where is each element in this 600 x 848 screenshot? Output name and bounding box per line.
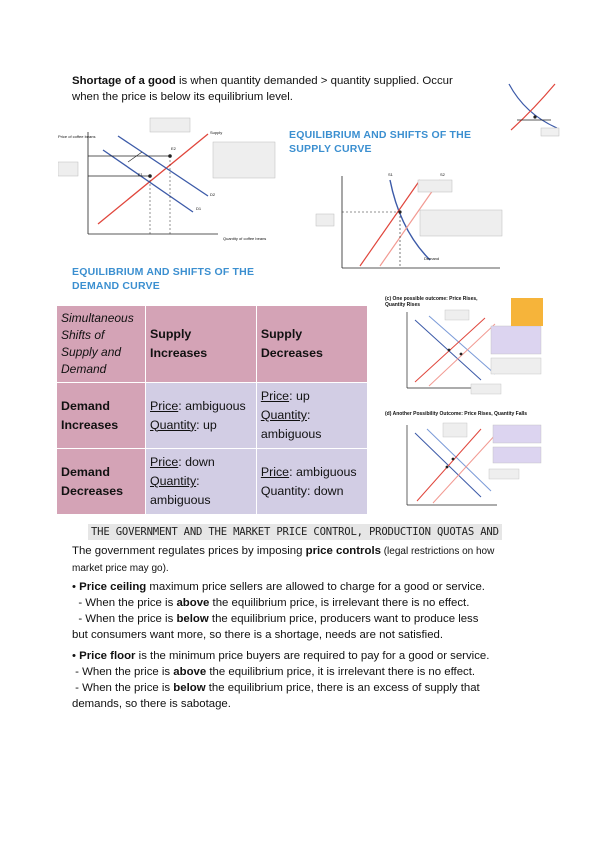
ceiling-b1: - When the price is [72,613,177,625]
section-banner: THE GOVERNMENT AND THE MARKET PRICE CONTROL, PRODUCTION QUOTAS AND [88,524,502,540]
p1-text-d: market price may go). [72,563,169,574]
panel-c-orange-note [511,298,543,326]
price-floor-block [72,648,552,712]
heading-supply-shifts [289,128,471,156]
graph1-e2: E2 [171,146,176,151]
table-col-supply-decreases: Supply Decreases [256,306,367,383]
cell-qty-value: : ambiguous [260,408,322,441]
cell-price-value: : up [289,389,310,403]
graph1-d1: D1 [196,206,202,211]
ceiling-b3: the equilibrium price, producers want to produce less [208,613,479,625]
floor-a1: - When the price is [72,666,174,678]
simultaneous-shifts-table [56,305,368,515]
floor-a2: above [173,666,207,678]
table-header-row [57,306,368,383]
p1-text-b: price controls [305,545,381,557]
p1-text-c: (legal restrictions on how [380,546,495,557]
intro-line2: when the price is below its equilibrium level. [72,91,293,103]
graph3-demand: Demand [424,256,440,261]
graph1-d2: D2 [210,192,216,197]
heading-demand-line1: EQUILIBRIUM AND SHIFTS OF THE [72,266,255,278]
mini-shortage-graph [505,80,565,142]
panel-d-graph [385,411,545,521]
heading-demand-line2: DEMAND CURVE [72,280,160,292]
intro-term: Shortage of a good [72,75,176,87]
price-controls-paragraph [72,543,542,577]
floor-def: is the minimum price buyers are required to pay for a good or service. [135,650,490,662]
floor-b2: below [173,682,206,694]
panel-c-title: (c) One possible outcome: Price Rises, Quantity Rises [385,296,478,308]
heading-demand-shifts [72,265,254,293]
cell-qty-value: : ambiguous [150,474,211,507]
cell-price-value: : ambiguous [178,398,246,413]
graph1-y-label: Price of coffee beans [58,134,96,139]
graph1-supply-label: Supply [210,130,223,135]
price-ceiling-block [72,579,552,643]
cell-qty-label: Quantity [150,417,197,432]
graph1-x-label: Quantity of coffee beans [223,236,267,241]
floor-b3: the equilibrium price, there is an excess of supply that [205,682,480,694]
table-row [57,449,368,515]
table-cell-r1c1 [146,383,257,449]
floor-b4: demands, so there is sabotage. [72,698,231,710]
cell-price-value: : down [178,455,215,469]
panel-c-graph [385,296,545,406]
cell-price-label: Price [150,398,179,413]
cell-qty-label: Quantity [260,408,307,422]
demand-shift-graph [58,112,280,252]
floor-b1: - When the price is [72,682,174,694]
ceiling-a2: above [176,597,210,609]
ceiling-def: maximum price sellers are allowed to charge for a good or service. [146,581,485,593]
demand-shift-graph-svg [58,112,280,252]
ceiling-b4: but consumers want more, so there is a shortage, needs are not satisfied. [72,629,444,641]
bullet-dot: • [72,581,80,593]
supply-shift-graph [300,170,510,282]
cell-qty-text: Quantity: down [260,483,344,498]
bullet-dot: • [72,650,80,662]
intro-rest: is when quantity demanded > quantity supplied. Occur [175,75,453,87]
table-cell-r2c2 [256,449,367,515]
table-cell-r1c2 [256,383,367,449]
cell-qty-label: Quantity [150,474,197,488]
graph3-s1: S1 [388,172,393,177]
cell-price-label: Price [150,455,179,469]
floor-a3: the equilibrium price, it is irrelevant there is no effect. [206,666,476,678]
ceiling-a1: - When the price is [72,597,177,609]
table-row-demand-increases: Demand Increases [57,383,146,449]
table-col-supply-increases: Supply Increases [146,306,257,383]
heading-supply-line1: EQUILIBRIUM AND SHIFTS OF THE [289,129,472,141]
cell-price-label: Price [260,464,290,479]
table-corner-cell: Simultaneous Shifts of Supply and Demand [57,306,146,383]
graph3-s2: S2 [440,172,445,177]
ceiling-a3: the equilibrium price, is irrelevant there is no effect. [209,597,470,609]
intro-paragraph [72,73,492,105]
ceiling-term: Price ceiling [79,581,147,593]
table-row [57,383,368,449]
panel-d-title: (d) Another Possibility Outcome: Price Rises, Quantity Falls [385,411,528,417]
cell-price-label: Price [260,389,290,403]
p1-text-a: The government regulates prices by imposing [72,545,306,557]
cell-qty-value: : up [196,417,217,432]
heading-supply-line2: SUPPLY CURVE [289,143,372,155]
floor-term: Price floor [79,650,136,662]
cell-price-value: : ambiguous [289,464,357,479]
table-cell-r2c1 [146,449,257,515]
panel-d-svg [385,419,545,519]
table-row-demand-decreases: Demand Decreases [57,449,146,515]
graph1-e1: E1 [138,172,143,177]
ceiling-b2: below [176,613,209,625]
supply-shift-graph-svg [300,170,510,282]
